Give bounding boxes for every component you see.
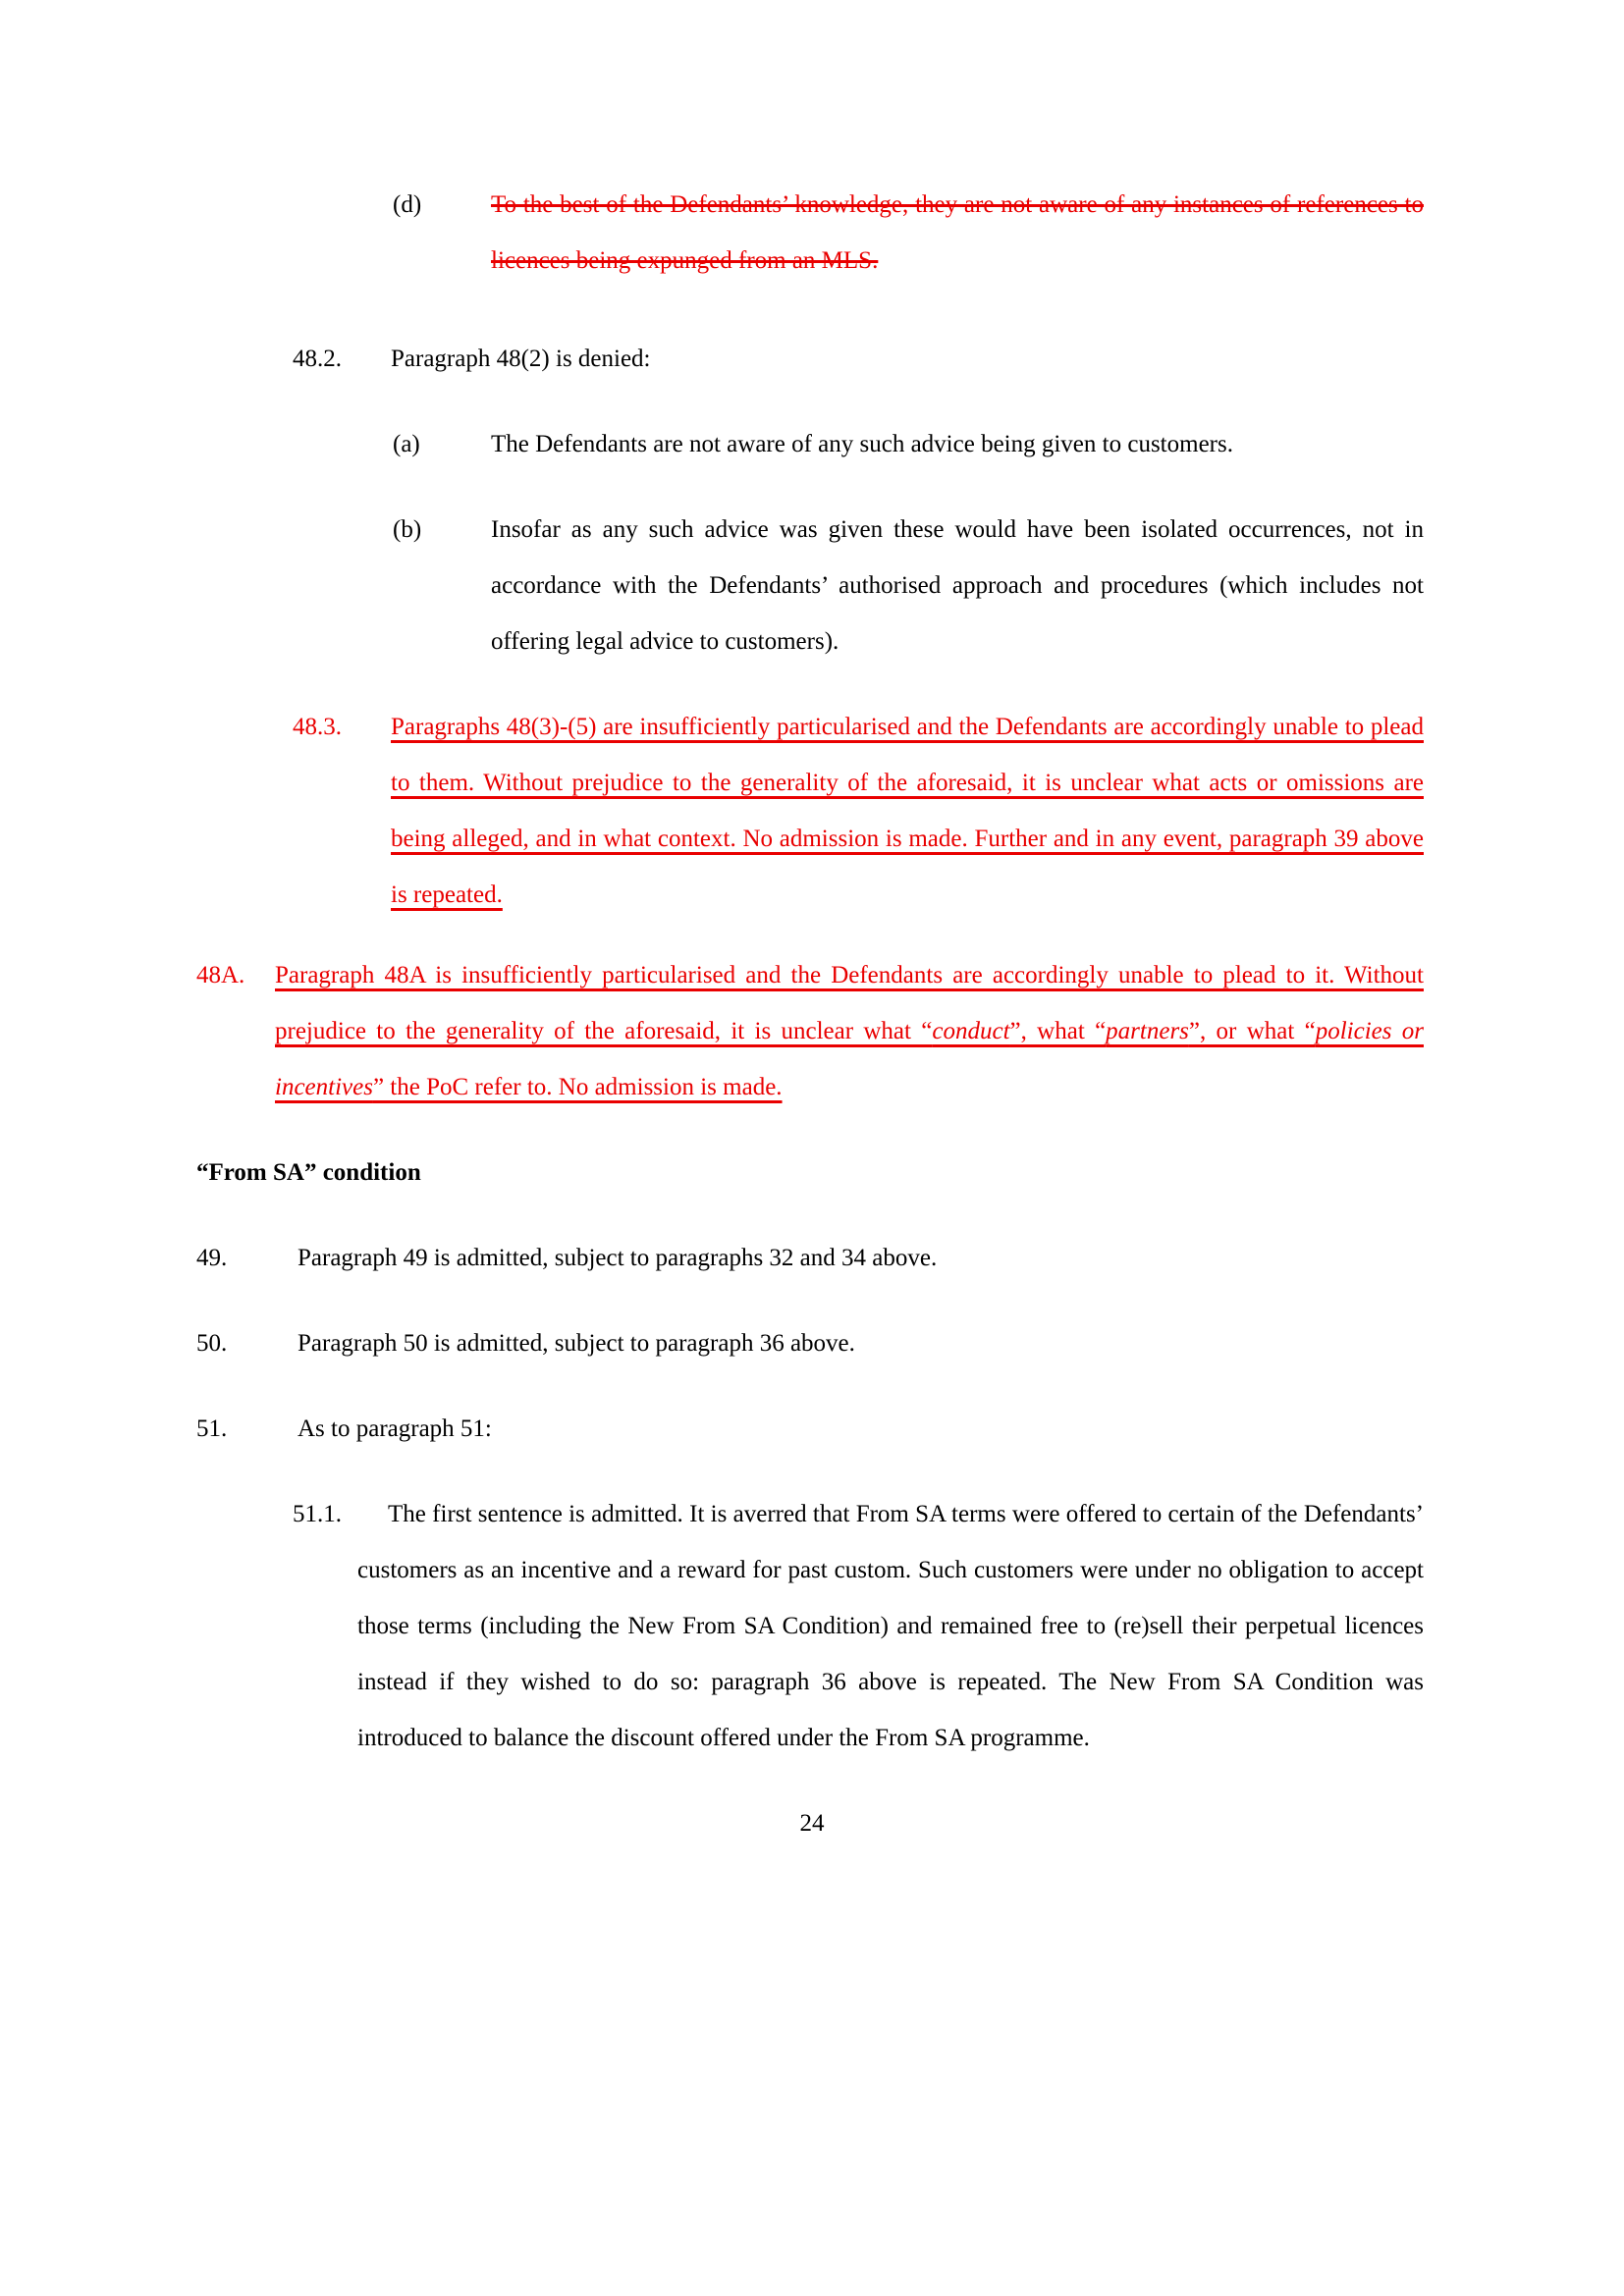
item-49 xyxy=(0,1230,1624,1286)
item-48A-text-part: ”, or what “ xyxy=(1188,1018,1316,1044)
item-51 xyxy=(0,1401,1624,1457)
item-51-1 xyxy=(0,1486,1624,1766)
item-48A-term-conduct: conduct xyxy=(932,1018,1010,1044)
item-d-text-deleted: To the best of the Defendants’ knowledge, they are not aware of any instances of references to licences being expunged from an MLS. xyxy=(491,191,1424,274)
item-48-3 xyxy=(0,699,1624,923)
item-51-number: 51. xyxy=(196,1415,228,1442)
item-48A-text-part: ” the PoC refer to. No admission is made. xyxy=(372,1074,783,1100)
item-d xyxy=(0,177,1624,289)
page-number: 24 xyxy=(799,1810,825,1837)
item-b xyxy=(0,502,1624,669)
item-50 xyxy=(0,1315,1624,1371)
item-51-1-number: 51.1. xyxy=(293,1501,342,1527)
item-48-2-number: 48.2. xyxy=(293,346,342,372)
item-48A xyxy=(0,947,1624,1115)
item-48-2 xyxy=(0,331,1624,387)
item-48A-term-policies-or-incentives: policies or incentives xyxy=(275,1018,1424,1100)
item-b-number: (b) xyxy=(393,516,422,543)
item-48-3-number: 48.3. xyxy=(293,714,342,740)
item-48A-text-part: Paragraph 48A is insufficiently particularised and the Defendants are accordingly unable to plead to it. Without prejudice to the generality of the aforesaid, it is unclear what “ xyxy=(275,962,1424,1044)
item-48A-term-partners: partners xyxy=(1106,1018,1189,1044)
item-51-text: As to paragraph 51: xyxy=(298,1415,492,1442)
item-48A-text-part: ”, what “ xyxy=(1009,1018,1107,1044)
item-d-number: (d) xyxy=(393,191,422,218)
item-a xyxy=(0,416,1624,472)
item-48-3-text-inserted: Paragraphs 48(3)-(5) are insufficiently particularised and the Defendants are accordingly unable to plead to them. Without prejudice to the generality of the aforesaid, it is unclear what acts or omissions are being alleged, and in what context. No admission is made. Further and in any event, paragraph 39 above is repeated. xyxy=(391,714,1424,908)
section-heading-from-sa-condition xyxy=(0,1145,1624,1201)
item-48-2-text: Paragraph 48(2) is denied: xyxy=(391,346,651,372)
item-50-text: Paragraph 50 is admitted, subject to paragraph 36 above. xyxy=(298,1330,855,1357)
item-51-1-text: The first sentence is admitted. It is averred that From SA terms were offered to certain of the Defendants’ customers as an incentive and a reward for past custom. Such customers were under no obligation to accept those terms (including the New From SA Condition) and remained free to (re)sell their perpetual licences instead if they wished to do so: paragraph 36 above is repeated. The New From SA Condition was introduced to balance the discount offered under the From SA programme. xyxy=(357,1501,1424,1751)
item-b-text: Insofar as any such advice was given these would have been isolated occurrences, not in accordance with the Defendants’ authorised approach and procedures (which includes not offering legal advice to customers). xyxy=(491,516,1424,655)
item-50-number: 50. xyxy=(196,1330,228,1357)
item-49-text: Paragraph 49 is admitted, subject to paragraphs 32 and 34 above. xyxy=(298,1245,938,1271)
item-49-number: 49. xyxy=(196,1245,228,1271)
item-48A-text-inserted xyxy=(275,947,1424,1115)
item-a-text: The Defendants are not aware of any such advice being given to customers. xyxy=(491,431,1233,457)
section-heading-text: “From SA” condition xyxy=(196,1159,421,1186)
item-a-number: (a) xyxy=(393,431,420,457)
item-48A-number: 48A. xyxy=(196,962,245,988)
